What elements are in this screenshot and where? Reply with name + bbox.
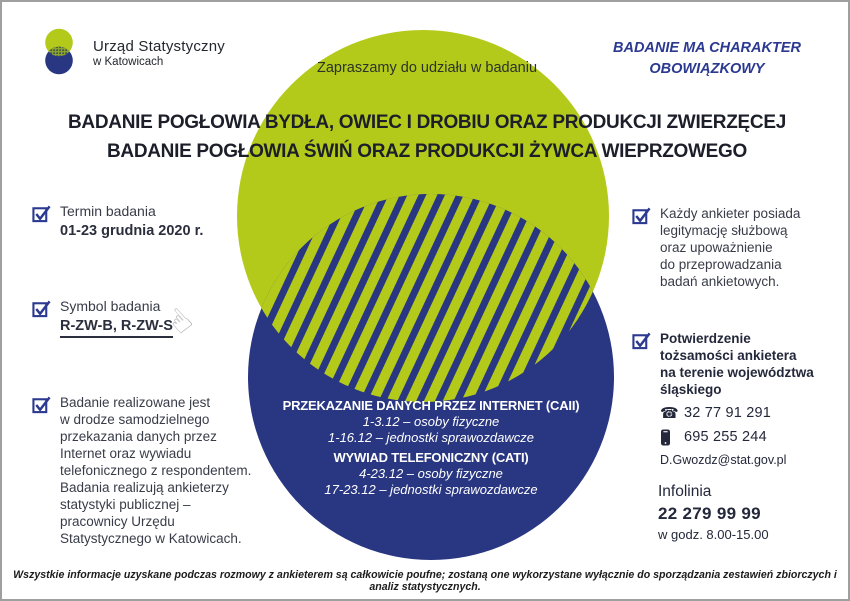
landline-phone-icon: ☎ — [660, 404, 679, 422]
description-line: Badania realizują ankieterzy — [60, 480, 229, 495]
invitation-text: Zapraszamy do udziału w badaniu — [316, 60, 538, 76]
internet-entities-dates: 1-16.12 – jednostki sprawozdawcze — [328, 430, 534, 445]
checkbox-icon — [32, 395, 51, 414]
contact-email: D.Gwozdz@stat.gov.pl — [660, 453, 787, 467]
confirmation-line: na terenie województwa — [660, 365, 814, 380]
headline-line1: BADANIE POGŁOWIA BYDŁA, OWIEC I DROBIU ORAZ PRODUKCJI ZWIERZĘCEJ — [68, 112, 786, 133]
mobile-row — [660, 429, 814, 446]
description-line: Internet oraz wywiadu — [60, 446, 192, 461]
interviewer-line: do przeprowadzania — [660, 257, 782, 272]
symbol-label: Symbol badania — [60, 298, 161, 314]
logo-org-name: Urząd Statystyczny — [93, 38, 225, 55]
hotline-number: 22 279 99 99 — [658, 504, 761, 523]
landline-number: 32 77 91 291 — [684, 405, 772, 421]
confirmation-line: tożsamości ankietera — [660, 348, 797, 363]
internet-individuals-dates: 1-3.12 – osoby fizyczne — [362, 414, 500, 429]
confirmation-line: śląskiego — [660, 382, 722, 397]
mandatory-notice-line2: OBOWIĄZKOWY — [649, 61, 765, 77]
hotline-block — [658, 483, 769, 542]
checkbox-icon — [632, 331, 651, 350]
symbol-value: R-ZW-B, R-ZW-S — [60, 318, 173, 338]
interviewer-line: badań ankietowych. — [660, 274, 780, 289]
logo-org-city: w Katowicach — [93, 56, 164, 68]
description-line: przekazania danych przez — [60, 429, 217, 444]
confirmation-line: Potwierdzenie — [660, 331, 751, 346]
checkbox-icon — [32, 204, 51, 223]
hotline-hours: w godz. 8.00-15.00 — [658, 527, 769, 542]
mobile-phone-icon — [660, 429, 671, 446]
confirmation-item — [632, 330, 814, 469]
landline-row — [660, 405, 814, 422]
symbol-item — [32, 298, 173, 338]
term-item — [32, 203, 203, 240]
term-value: 01-23 grudnia 2020 r. — [60, 223, 204, 239]
mandatory-notice-line1: BADANIE MA CHARAKTER — [613, 40, 801, 56]
description-line: Statystycznego w Katowicach. — [60, 531, 242, 546]
term-label: Termin badania — [60, 203, 156, 219]
description-item — [32, 394, 251, 547]
description-line: telefonicznego z respondentem. — [60, 463, 252, 478]
description-line: Badanie realizowane jest — [60, 395, 211, 410]
cati-entities-dates: 17-23.12 – jednostki sprawozdawcze — [324, 482, 538, 497]
interviewer-line: Każdy ankieter posiada — [660, 206, 801, 221]
hand-pointer-icon: ☝ — [159, 300, 200, 342]
mobile-number: 695 255 244 — [684, 429, 767, 445]
hotline-label: Infolinia — [658, 483, 712, 500]
confidentiality-note: Wszystkie informacje uzyskane podczas rozmowy z ankieterem są całkowicie poufne; zostaną one wykorzystane wyłącznie do sporządzania zestawień zbiorczych i analiz statystycznych. — [13, 569, 837, 593]
headline — [2, 108, 850, 166]
checkbox-icon — [32, 299, 51, 318]
interviewer-item — [632, 205, 800, 290]
headline-line2: BADANIE POGŁOWIA ŚWIŃ ORAZ PRODUKCJI ŻYWCA WIEPRZOWEGO — [107, 141, 747, 162]
interviewer-line: legitymację służbową — [660, 223, 788, 238]
description-line: w drodze samodzielnego — [60, 412, 210, 427]
internet-channel-title: PRZEKAZANIE DANYCH PRZEZ INTERNET (CAII) — [282, 398, 580, 413]
checkbox-icon — [632, 206, 651, 225]
cati-individuals-dates: 4-23.12 – osoby fizyczne — [359, 466, 503, 481]
description-line: statystyki publicznej – — [60, 497, 191, 512]
cati-channel-title: WYWIAD TELEFONICZNY (CATI) — [333, 450, 529, 465]
interviewer-line: oraz upoważnienie — [660, 240, 773, 255]
survey-schedule — [261, 397, 601, 498]
description-line: pracownicy Urzędu — [60, 514, 175, 529]
